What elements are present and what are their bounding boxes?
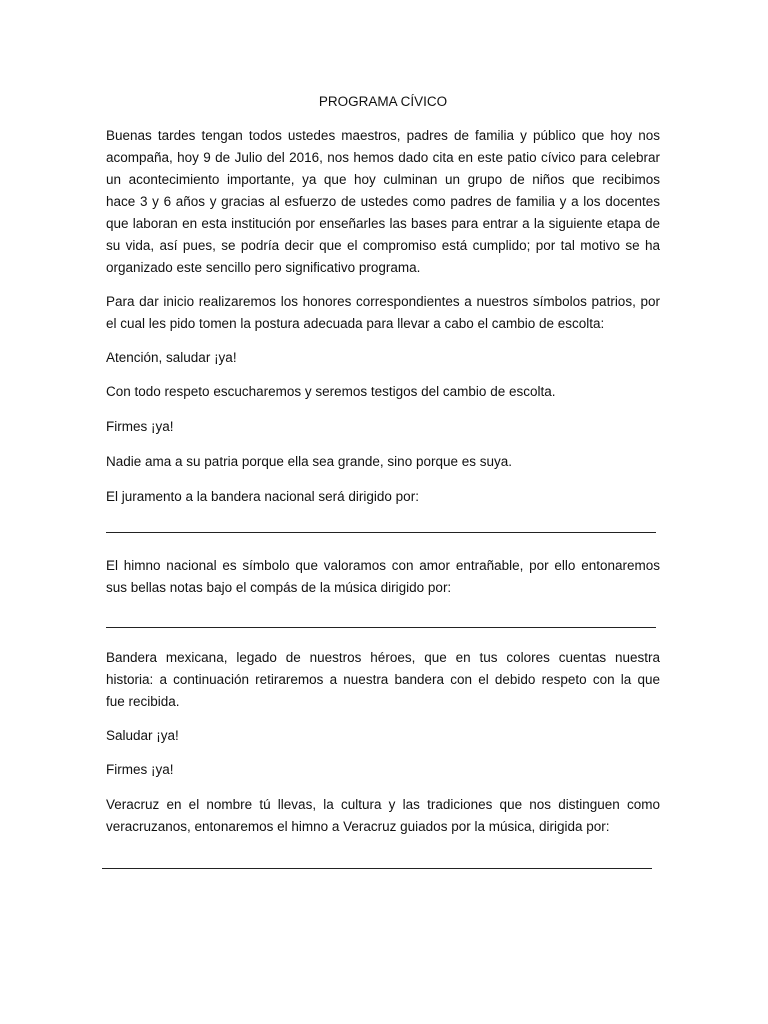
paragraph-line: Bandera mexicana, legado de nuestros héroes, que en tus colores cuentas nuestra <box>106 650 660 665</box>
paragraph-line: Firmes ¡ya! <box>106 419 174 434</box>
paragraph-line: Saludar ¡ya! <box>106 728 179 743</box>
paragraph-line: organizado este sencillo pero significativo programa. <box>106 260 421 275</box>
honors-paragraph <box>106 291 660 335</box>
paragraph-line: hace 3 y 6 años y gracias al esfuerzo de ustedes como padres de familia y a los docentes <box>106 194 660 209</box>
paragraph-line: El himno nacional es símbolo que valoramos con amor entrañable, por ello entonaremos <box>106 558 660 573</box>
oath-text <box>106 486 660 508</box>
paragraph-line: Buenas tardes tengan todos ustedes maestros, padres de familia y público que hoy nos <box>106 128 660 143</box>
paragraph-line: historia: a continuación retiraremos a nuestra bandera con el debido respeto con la que <box>106 672 660 687</box>
paragraph-line: su vida, así pues, se podría decir que el compromiso está cumplido; por tal motivo se ha <box>106 238 660 253</box>
attention-command <box>106 416 660 438</box>
salute-command-2 <box>106 725 660 747</box>
paragraph-line: que laboran en esta institución por enseñarles las bases para entrar a la siguiente etapa de <box>106 216 660 231</box>
document-page <box>106 0 660 1024</box>
paragraph-line: Firmes ¡ya! <box>106 762 174 777</box>
veracruz-paragraph <box>106 794 660 838</box>
paragraph-line: El juramento a la bandera nacional será dirigido por: <box>106 489 419 504</box>
anthem-director-fill-line <box>106 627 656 628</box>
attention-command-2 <box>106 759 660 781</box>
opening-paragraph <box>106 125 660 279</box>
paragraph-line: acompaña, hoy 9 de Julio del 2016, nos hemos dado cita en este patio cívico para celebrar <box>106 150 660 165</box>
document-title: PROGRAMA CÍVICO <box>318 94 448 109</box>
paragraph-line: Nadie ama a su patria porque ella sea grande, sino porque es suya. <box>106 454 513 469</box>
paragraph-line: fue recibida. <box>106 694 180 709</box>
paragraph-line: Con todo respeto escucharemos y seremos testigos del cambio de escolta. <box>106 384 556 399</box>
patria-quote <box>106 451 660 473</box>
paragraph-line: Para dar inicio realizaremos los honores correspondientes a nuestros símbolos patrios, por <box>106 294 660 309</box>
veracruz-director-fill-line <box>102 868 652 869</box>
paragraph-line: un acontecimiento importante, ya que hoy culminan un grupo de niños que recibimos <box>106 172 660 187</box>
paragraph-line: sus bellas notas bajo el compás de la música dirigido por: <box>106 580 452 595</box>
paragraph-line: Atención, saludar ¡ya! <box>106 350 237 365</box>
paragraph-line: Veracruz en el nombre tú llevas, la cultura y las tradiciones que nos distinguen como <box>106 797 660 812</box>
oath-director-fill-line <box>106 532 656 533</box>
paragraph-line: el cual les pido tomen la postura adecuada para llevar a cabo el cambio de escolta: <box>106 316 605 331</box>
anthem-paragraph <box>106 555 660 599</box>
salute-command <box>106 347 660 369</box>
flag-paragraph <box>106 647 660 713</box>
paragraph-line: veracruzanos, entonaremos el himno a Veracruz guiados por la música, dirigida por: <box>106 819 610 834</box>
escort-change-text <box>106 381 660 403</box>
